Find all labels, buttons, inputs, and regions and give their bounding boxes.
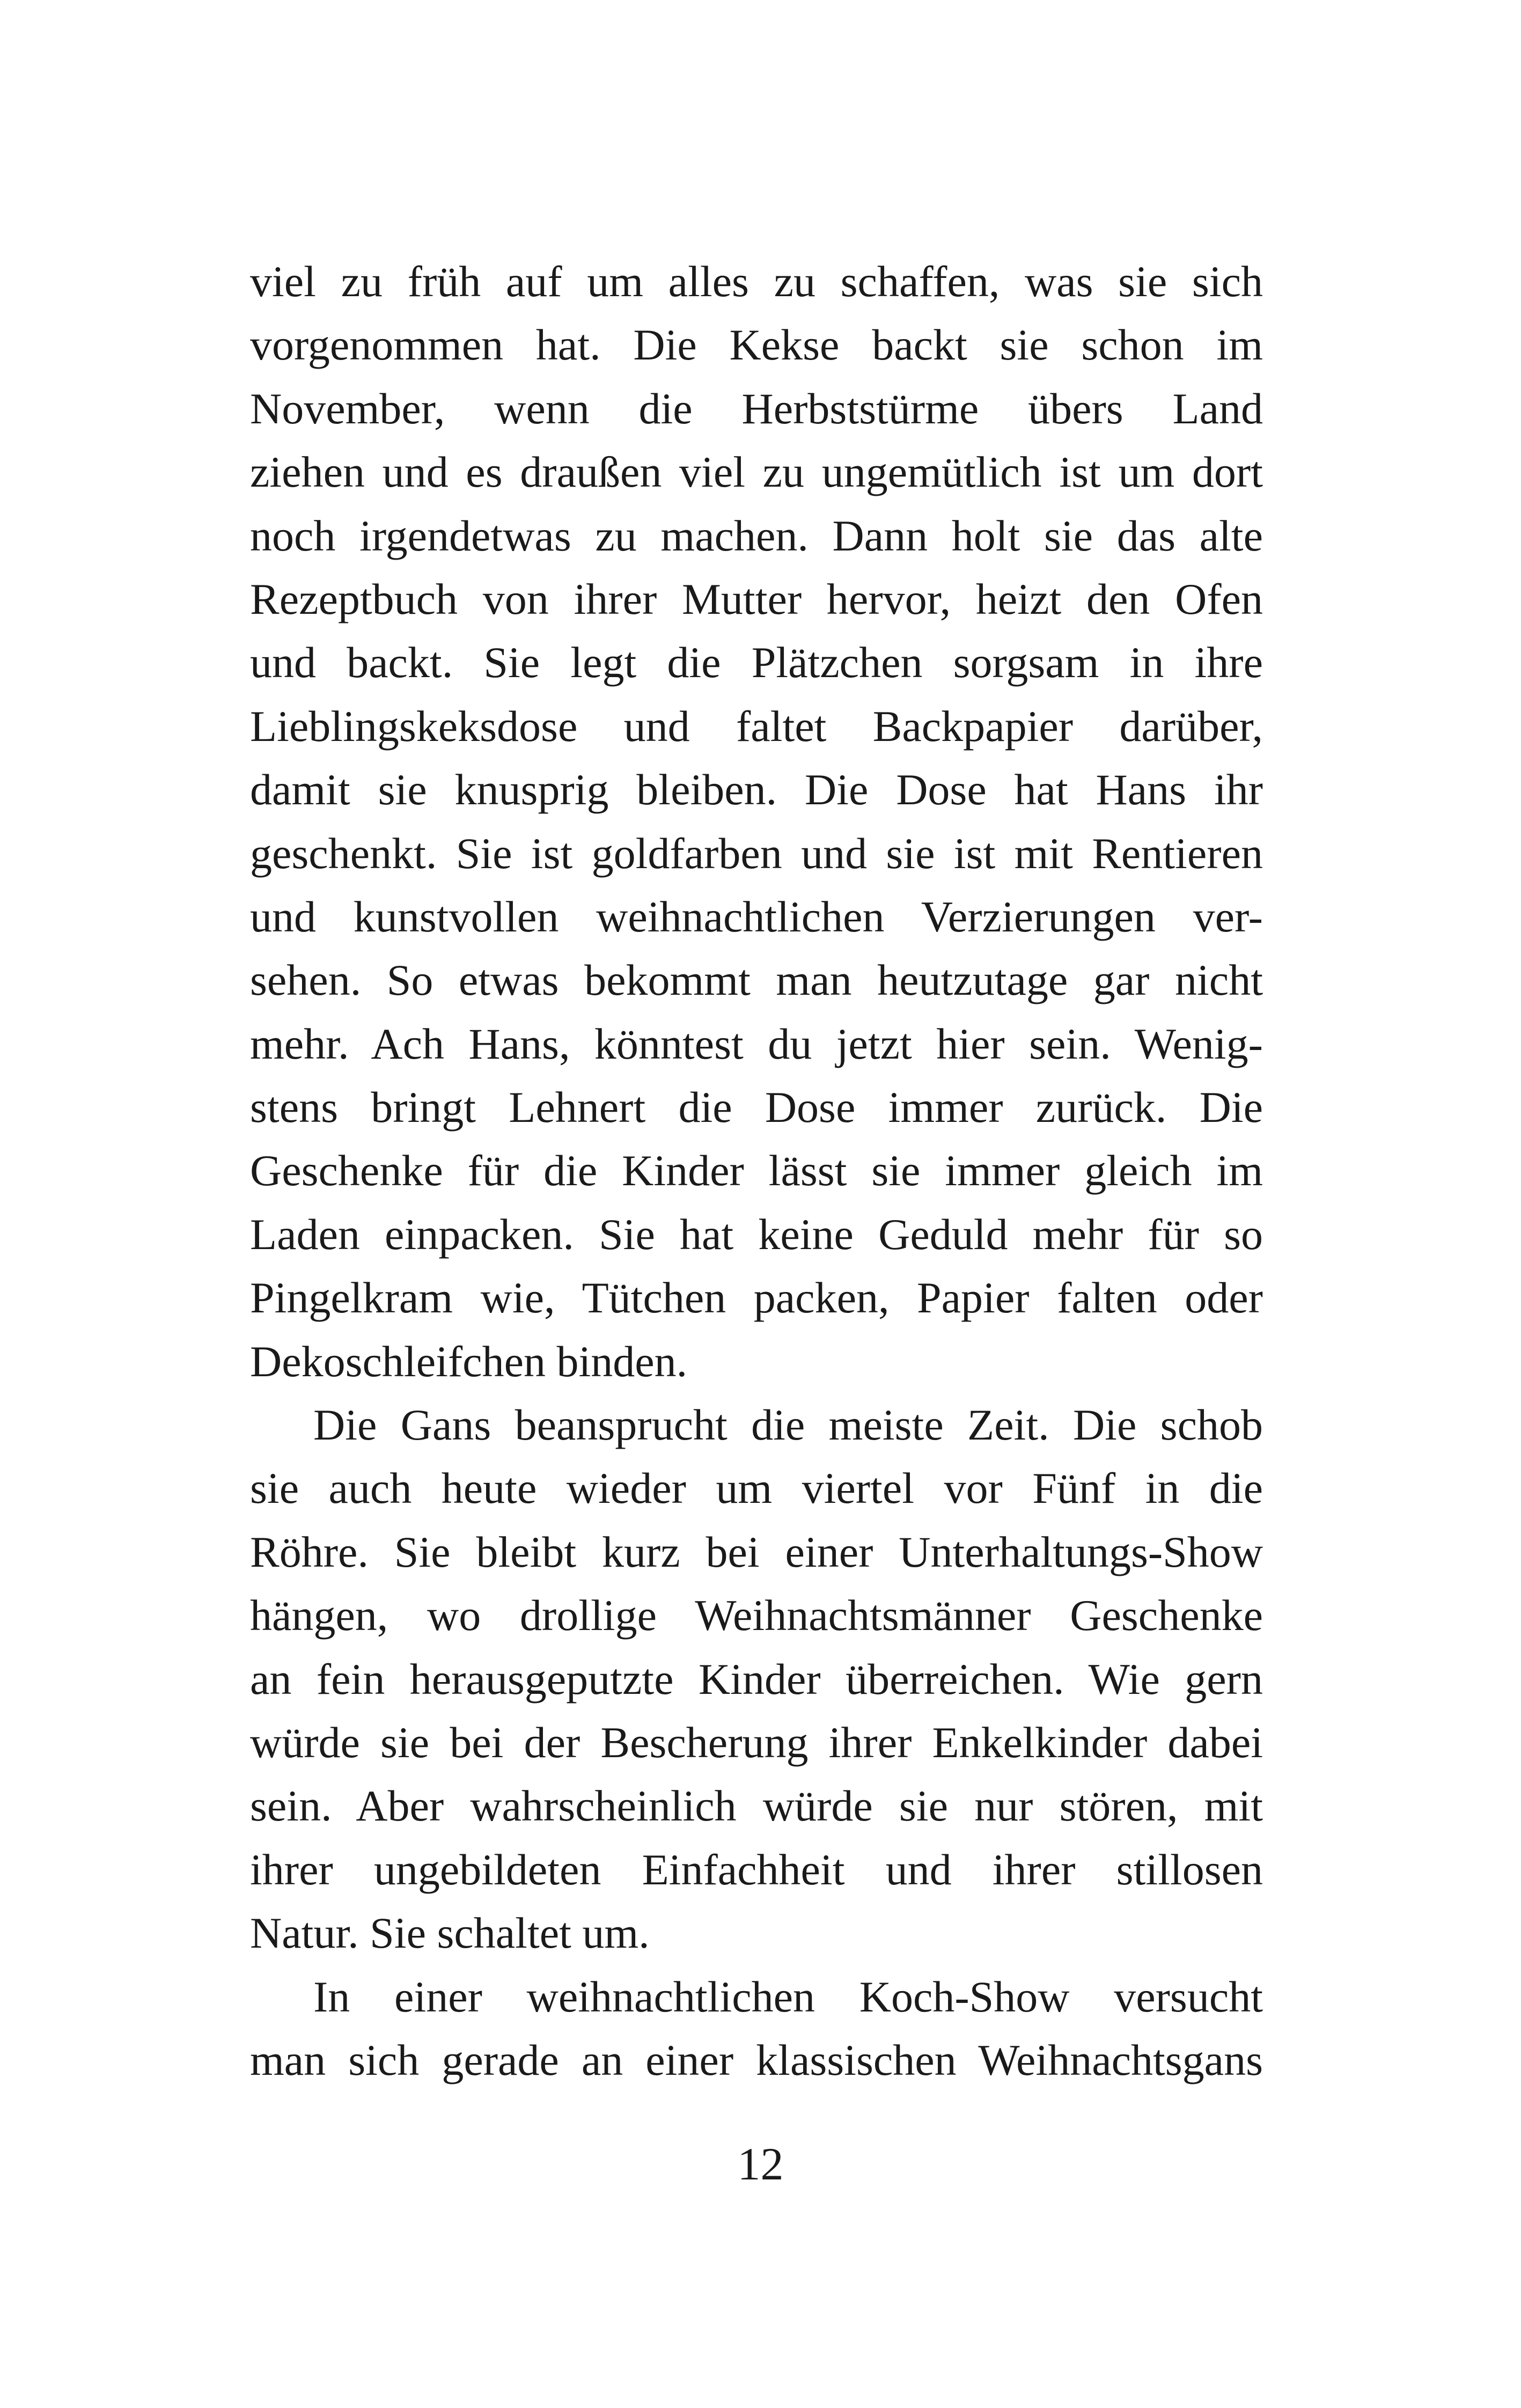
text-line: Lieblingskeksdose und faltet Backpapier darüber, (250, 701, 1263, 751)
text-line: In einer weihnachtlichen Koch-Show versucht (313, 1972, 1263, 2021)
text-line: an fein herausgeputzte Kinder überreichen. Wie gern (250, 1654, 1263, 1704)
text-line: vorgenommen hat. Die Kekse backt sie schon im (250, 320, 1263, 370)
text-line: stens bringt Lehnert die Dose immer zurück. Die (250, 1083, 1263, 1132)
text-line: sehen. So etwas bekommt man heutzutage gar nicht (250, 956, 1263, 1005)
paragraph-1 (250, 250, 1263, 1393)
text-line: Pingelkram wie, Tütchen packen, Papier falten oder (250, 1273, 1263, 1323)
text-line: Röhre. Sie bleibt kurz bei einer Unterhaltungs-Show (250, 1527, 1263, 1576)
text-line: sie auch heute wieder um viertel vor Fünf in die (250, 1464, 1263, 1513)
body-text (250, 250, 1263, 2092)
text-line: November, wenn die Herbststürme übers Land (250, 384, 1263, 433)
page-number: 12 (737, 2138, 784, 2190)
text-line: Die Gans beansprucht die meiste Zeit. Die schob (313, 1400, 1263, 1450)
text-line: ziehen und es draußen viel zu ungemütlich ist um dort (250, 447, 1263, 497)
text-line: Rezeptbuch von ihrer Mutter hervor, heizt den Ofen (250, 574, 1263, 623)
text-line: Natur. Sie schaltet um. (250, 1908, 650, 1958)
text-line: ihrer ungebildeten Einfachheit und ihrer stillosen (250, 1845, 1263, 1894)
text-line: würde sie bei der Bescherung ihrer Enkelkinder dabei (250, 1717, 1263, 1767)
text-line: Dekoschleifchen binden. (250, 1337, 688, 1386)
text-line: viel zu früh auf um alles zu schaffen, was sie sich (250, 257, 1263, 306)
text-line: mehr. Ach Hans, könntest du jetzt hier sein. Wenig- (250, 1019, 1263, 1068)
text-line: sein. Aber wahrscheinlich würde sie nur stören, mit (250, 1781, 1263, 1831)
text-line: damit sie knusprig bleiben. Die Dose hat Hans ihr (250, 765, 1263, 814)
text-line: hängen, wo drollige Weihnachtsmänner Geschenke (250, 1591, 1263, 1640)
text-line: und kunstvollen weihnachtlichen Verzierungen ver- (250, 892, 1263, 941)
text-line: und backt. Sie legt die Plätzchen sorgsam in ihre (250, 638, 1263, 687)
text-line: geschenkt. Sie ist goldfarben und sie ist mit Rentieren (250, 828, 1263, 878)
paragraph-2 (250, 1393, 1263, 1965)
paragraph-3 (250, 1965, 1263, 2093)
text-line: Geschenke für die Kinder lässt sie immer gleich im (250, 1146, 1263, 1195)
text-line: man sich gerade an einer klassischen Weihnachtsgans (250, 2035, 1263, 2084)
text-line: noch irgendetwas zu machen. Dann holt sie das alte (250, 511, 1263, 560)
text-line: Laden einpacken. Sie hat keine Geduld mehr für so (250, 1209, 1263, 1259)
